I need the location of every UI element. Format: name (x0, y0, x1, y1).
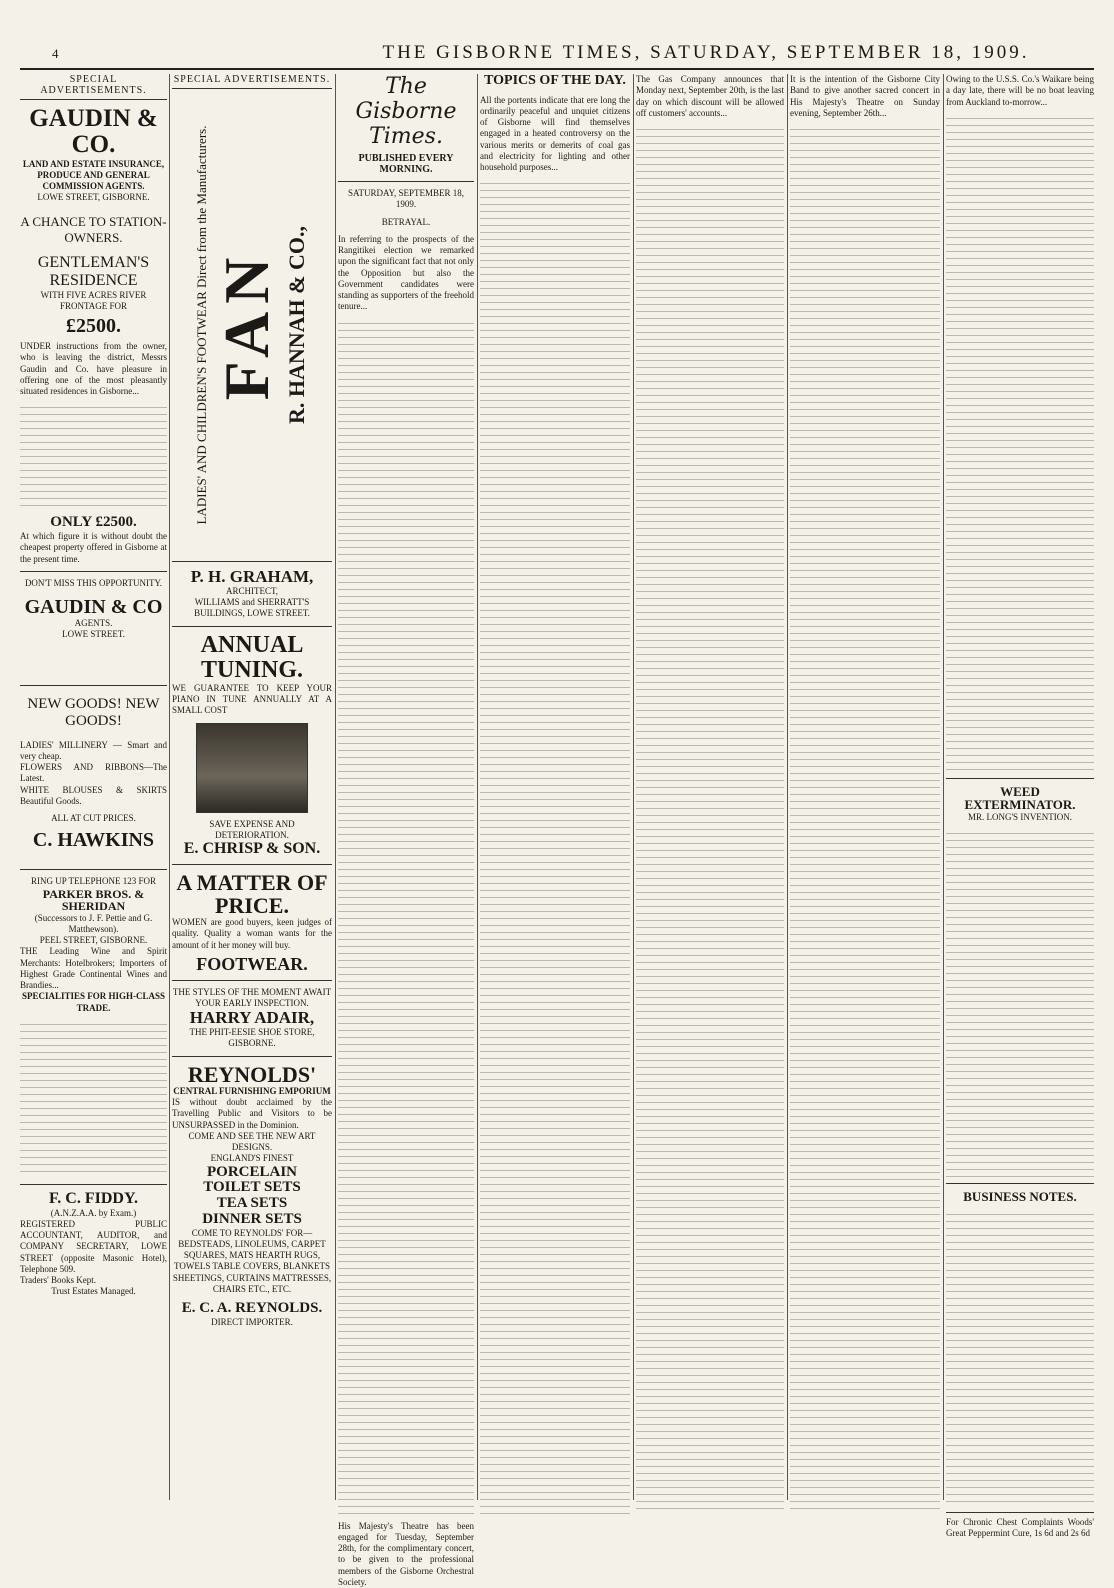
tuning-body: WE GUARANTEE TO KEEP YOUR PIANO IN TUNE ANNUALLY AT A SMALL COST (172, 683, 332, 717)
flowers-line: FLOWERS AND RIBBONS—The Latest. (20, 762, 167, 785)
issue-date: SATURDAY, SEPTEMBER 18, 1909. (338, 188, 474, 211)
topics-heading: TOPICS OF THE DAY. (480, 74, 630, 89)
gaudin-body: UNDER instructions from the owner, who is leaving the district, Messrs Gaudin and Co. have pleasure in offering one of the most pleasantly situated residences in Gisborne... (20, 341, 167, 397)
leader-body: In referring to the prospects of the Rangitikei election we remarked upon the significant fact that not only the Opposition but also the Government candidates were standing as supporters of the freehold tenure... (338, 234, 474, 313)
weed-heading: WEED EXTERMINATOR. (946, 785, 1094, 812)
graham-address: WILLIAMS and SHERRATT'S BUILDINGS, LOWE STREET. (172, 597, 332, 620)
specialities: SPECIALITIES FOR HIGH-CLASS TRADE. (20, 991, 167, 1014)
toilet-sets-heading: TOILET SETS (172, 1180, 332, 1196)
hawkins-heading: C. HAWKINS (20, 830, 167, 851)
goods-list: BEDSTEADS, LINOLEUMS, CARPET SQUARES, MATS HEARTH RUGS, TOWELS TABLE COVERS, BLANKETS SHEETINGS, CURTAINS MATTRESSES, CHAIRS ETC., ETC. (172, 1239, 332, 1295)
column-divider (943, 74, 944, 1500)
shipping-note: Owing to the U.S.S. Co.'s Waikare being a day late, there will be no boat leaving from Auckland to-morrow... (946, 74, 1094, 108)
business-notes-heading: BUSINESS NOTES. (946, 1190, 1094, 1204)
agents-line: AGENTS. (20, 618, 167, 629)
dont-miss: DON'T MISS THIS OPPORTUNITY. (20, 578, 167, 589)
column-divider (477, 74, 478, 1500)
save-expense: SAVE EXPENSE AND DETERIORATION. (172, 819, 332, 842)
porcelain-heading: PORCELAIN (172, 1165, 332, 1181)
lowe-street: LOWE STREET. (20, 629, 167, 640)
fan-hannah-advert (172, 95, 332, 555)
cut-prices: ALL AT CUT PRICES. (20, 813, 167, 824)
hannah-heading: R. HANNAH & CO., (284, 105, 310, 545)
published-line: PUBLISHED EVERY MORNING. (338, 153, 474, 175)
column-advertisements-2 (172, 74, 332, 1500)
text-block (790, 123, 940, 1513)
column-leader (338, 74, 474, 1500)
chrisp-heading: E. CHRISP & SON. (172, 841, 332, 858)
peel-street: PEEL STREET, GISBORNE. (20, 935, 167, 946)
text-block (946, 827, 1094, 1177)
station-heading: A CHANCE TO STATION-OWNERS. (20, 214, 167, 246)
trust-line: Trust Estates Managed. (20, 1286, 167, 1297)
reynolds-heading: REYNOLDS' (172, 1063, 332, 1086)
column-divider (169, 74, 170, 1500)
traders-line: Traders' Books Kept. (20, 1275, 167, 1286)
price-heading: £2500. (20, 316, 167, 337)
millinery-line: LADIES' MILLINERY — Smart and very cheap. (20, 740, 167, 763)
parker-heading: PARKER BROS. & SHERIDAN (20, 888, 167, 913)
blouses-line: WHITE BLOUSES & SKIRTS Beautiful Goods. (20, 785, 167, 808)
gaudin-subheading: LAND AND ESTATE INSURANCE, PRODUCE AND GENERAL COMMISSION AGENTS. (20, 159, 167, 193)
styles-line: THE STYLES OF THE MOMENT AWAIT YOUR EARLY INSPECTION. (172, 987, 332, 1010)
fiddy-body: REGISTERED PUBLIC ACCOUNTANT, AUDITOR, and COMPANY SECRETARY, LOWE STREET (opposite Masonic Hotel), Telephone 509. (20, 1219, 167, 1275)
column-news-3 (946, 74, 1094, 1500)
header-rule (20, 68, 1094, 70)
matter-body: WOMEN are good buyers, keen judges of quality. Quality a woman wants for the amount of it her money will buy. (172, 917, 332, 951)
peppermint-cure-note: For Chronic Chest Complaints Woods' Great Peppermint Cure, 1s 6d and 2s 6d (946, 1512, 1094, 1540)
parker-body: THE Leading Wine and Spirit Merchants: Hotelbrokers; Importers of Highest Grade Continental Wines and Brandies... (20, 946, 167, 991)
column-divider (335, 74, 336, 1500)
footwear-heading: FOOTWEAR. (172, 955, 332, 974)
come-to-line: COME TO REYNOLDS' FOR— (172, 1228, 332, 1239)
adair-sub: THE PHIT-EESIE SHOE STORE, GISBORNE. (172, 1027, 332, 1050)
leader-heading: BETRAYAL. (338, 217, 474, 228)
only-price: ONLY £2500. (20, 515, 167, 531)
acres-line: WITH FIVE ACRES RIVER FRONTAGE FOR (20, 290, 167, 313)
ring-telephone: RING UP TELEPHONE 123 FOR (20, 876, 167, 887)
inspect-text: At which figure it is without doubt the cheapest property offered in Gisborne at the present time. (20, 531, 167, 565)
gas-company-note: The Gas Company announces that Monday next, September 20th, is the last day on which discount will be allowed off customers' accounts... (636, 74, 784, 119)
footwear-line: LADIES' AND CHILDREN'S FOOTWEAR Direct from the Manufacturers. (194, 105, 210, 545)
graham-heading: P. H. GRAHAM, (172, 568, 332, 586)
page-number: 4 (52, 46, 59, 62)
fiddy-heading: F. C. FIDDY. (20, 1191, 167, 1208)
text-block (946, 112, 1094, 772)
ec-reynolds-heading: E. C. A. REYNOLDS. (172, 1301, 332, 1317)
annual-tuning-heading: ANNUAL TUNING. (172, 633, 332, 683)
gaudin-heading: GAUDIN & CO. (20, 106, 167, 159)
column-divider (787, 74, 788, 1500)
newspaper-title: THE GISBORNE TIMES, SATURDAY, SEPTEMBER 18, 1909. (326, 42, 1086, 64)
parker-sub: (Successors to J. F. Pettie and G. Matthewson). (20, 913, 167, 936)
section-heading: SPECIAL ADVERTISEMENTS. (172, 74, 332, 89)
section-heading: SPECIAL ADVERTISEMENTS. (20, 74, 167, 100)
newspaper-masthead: The Gisborne Times. (338, 74, 474, 149)
residence-heading: GENTLEMAN'S RESIDENCE (20, 254, 167, 290)
text-block (636, 123, 784, 1513)
column-topics (480, 74, 630, 1500)
column-news-1 (636, 74, 784, 1500)
piano-illustration (196, 723, 308, 813)
fiddy-sub: (A.N.Z.A.A. by Exam.) (20, 1208, 167, 1219)
emporium-heading: CENTRAL FURNISHING EMPORIUM (172, 1086, 332, 1097)
text-block (20, 1018, 167, 1178)
unsurpassed-text: IS without doubt acclaimed by the Travelling Public and Visitors to be UNSURPASSED in the Dominion. (172, 1097, 332, 1131)
fan-heading: FAN (210, 105, 284, 545)
column-news-2 (790, 74, 940, 1500)
masthead (0, 0, 1114, 62)
england-line: ENGLAND'S FINEST (172, 1153, 332, 1164)
column-divider (633, 74, 634, 1500)
dinner-sets-heading: DINNER SETS (172, 1212, 332, 1228)
text-block (946, 1208, 1094, 1508)
column-advertisements-1 (20, 74, 167, 1500)
text-block (20, 401, 167, 511)
city-band-note: It is the intention of the Gisborne City Band to give another sacred concert in His Majesty's Theatre on Sunday evening, September 26th... (790, 74, 940, 119)
tea-sets-heading: TEA SETS (172, 1196, 332, 1212)
gaudin-address: LOWE STREET, GISBORNE. (20, 192, 167, 203)
weed-subheading: MR. LONG'S INVENTION. (946, 812, 1094, 823)
gaudin-heading-2: GAUDIN & CO (20, 597, 167, 618)
harry-adair-heading: HARRY ADAIR, (172, 1009, 332, 1027)
matter-heading: A MATTER OF PRICE. (172, 871, 332, 917)
new-art-line: COME AND SEE THE NEW ART DESIGNS. (172, 1131, 332, 1154)
topics-body: All the portents indicate that ere long the ordinarily peaceful and unquiet citizens of Gisborne will find themselves engaged in a heated controversy on the various merits or demerits of coal gas and electricity for lighting and other household purposes... (480, 95, 630, 174)
importer-line: DIRECT IMPORTER. (172, 1317, 332, 1328)
text-block (338, 317, 474, 1517)
text-block (480, 177, 630, 1517)
new-goods-heading: NEW GOODS! NEW GOODS! (20, 696, 167, 730)
theatre-note: His Majesty's Theatre has been engaged for Tuesday, September 28th, for the complimentary concert, to be given to the professional members of the Gisborne Orchestral Society. (338, 1521, 474, 1588)
architect-line: ARCHITECT, (172, 586, 332, 597)
